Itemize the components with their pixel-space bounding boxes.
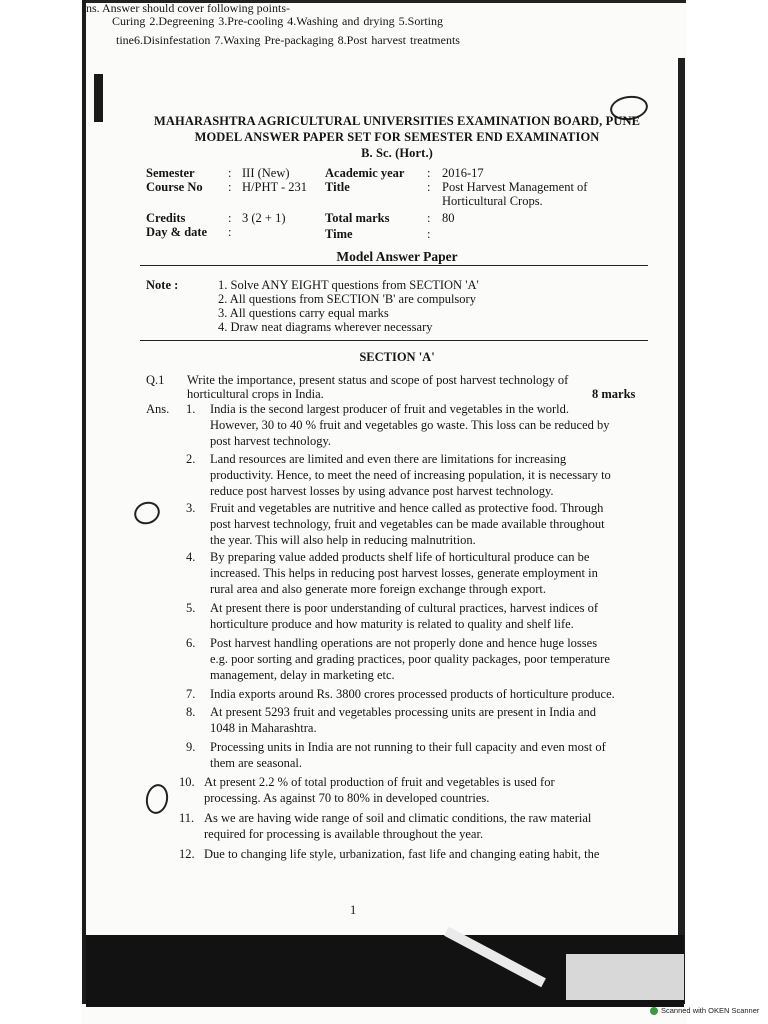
total-marks-value: 80 bbox=[442, 211, 455, 225]
answer-number-7: 7. bbox=[186, 687, 196, 701]
page-left-edge bbox=[82, 0, 86, 1004]
answer-10-line-2: processing. As against 70 to 80% in developed countries. bbox=[204, 791, 490, 805]
answer-2-line-2: productivity. Hence, to meet the need of increasing population, it is necessary to bbox=[210, 468, 611, 482]
total-marks-colon: : bbox=[427, 211, 431, 225]
answer-2-line-3: reduce post harvest losses by using advance post harvest technology. bbox=[210, 484, 554, 498]
paper-title: MODEL ANSWER PAPER SET FOR SEMESTER END EXAMINATION bbox=[194, 130, 600, 144]
course-title-label: Title bbox=[325, 180, 350, 194]
page-right-edge bbox=[678, 58, 685, 1004]
semester-colon: : bbox=[228, 166, 232, 180]
answer-4-line-3: rural area and also generate more foreign exchange through export. bbox=[210, 582, 546, 596]
answer-number-10: 10. bbox=[179, 775, 195, 789]
answer-6-line-1: Post harvest handling operations are not properly done and hence huge losses bbox=[210, 636, 598, 650]
answer-number-12: 12. bbox=[179, 847, 195, 861]
answer-11-line-2: required for processing is available throughout the year. bbox=[204, 827, 484, 841]
course-value: H/PHT - 231 bbox=[242, 180, 308, 194]
answer-2-line-1: Land resources are limited and even there are limitations for increasing bbox=[210, 452, 567, 466]
day-date-label: Day & date bbox=[146, 225, 208, 239]
answer-4-line-1: By preparing value added products shelf life of horticultural produce can be bbox=[210, 550, 590, 564]
course-colon: : bbox=[228, 180, 232, 194]
scanner-text: Scanned with OKEN Scanner bbox=[661, 1006, 760, 1015]
total-marks-label: Total marks bbox=[325, 211, 390, 225]
answer-1-line-2: However, 30 to 40 % fruit and vegetables go waste. This loss can be reduced by bbox=[210, 418, 610, 432]
answer-number-8: 8. bbox=[186, 705, 196, 719]
note-item-4: 4. Draw neat diagrams wherever necessary bbox=[218, 320, 433, 334]
question-text-2: horticultural crops in India. bbox=[187, 387, 324, 401]
note-item-2: 2. All questions from SECTION 'B' are compulsory bbox=[218, 292, 476, 306]
scanner-logo-icon bbox=[650, 1007, 658, 1015]
answer-10-line-1: At present 2.2 % of total production of fruit and vegetables is used for bbox=[204, 775, 555, 789]
answer-number-11: 11. bbox=[179, 811, 195, 825]
answer-number-9: 9. bbox=[186, 740, 196, 754]
question-marks: 8 marks bbox=[592, 387, 636, 401]
question-text-1: Write the importance, present status and scope of post harvest technology of bbox=[187, 373, 569, 387]
rule-bottom bbox=[140, 340, 648, 341]
answer-9-line-2: them are seasonal. bbox=[210, 756, 302, 770]
semester-value: III (New) bbox=[242, 166, 290, 180]
note-item-1: 1. Solve ANY EIGHT questions from SECTION 'A' bbox=[218, 278, 479, 292]
answer-12-line-1: Due to changing life style, urbanization, fast life and changing eating habit, the bbox=[204, 847, 600, 861]
page-number: 1 bbox=[350, 903, 357, 917]
answer-number-6: 6. bbox=[186, 636, 196, 650]
answer-9-line-1: Processing units in India are not running to their full capacity and even most of bbox=[210, 740, 606, 754]
answer-1-line-1: India is the second largest producer of fruit and vegetables in the world. bbox=[210, 402, 570, 416]
degree-title: B. Sc. (Hort.) bbox=[361, 146, 433, 160]
answer-11-line-1: As we are having wide range of soil and climatic conditions, the raw material bbox=[204, 811, 592, 825]
answer-7-line-1: India exports around Rs. 3800 crores processed products of horticulture produce. bbox=[210, 687, 615, 701]
top-answer-line-1: ns. Answer should cover following points- bbox=[86, 1, 290, 15]
course-title-colon: : bbox=[427, 180, 431, 194]
credits-colon: : bbox=[228, 211, 232, 225]
academic-year-colon: : bbox=[427, 166, 431, 180]
answer-3-line-3: the year. This will also help in reducing malnutrition. bbox=[210, 533, 476, 547]
model-answer-title: Model Answer Paper bbox=[336, 249, 458, 264]
answer-5-line-1: At present there is poor understanding of cultural practices, harvest indices of bbox=[210, 601, 599, 615]
time-colon: : bbox=[427, 227, 431, 241]
answer-3-line-2: post harvest technology, fruit and vegetables can be made available throughout bbox=[210, 517, 605, 531]
academic-year-label: Academic year bbox=[325, 166, 405, 180]
scanner-watermark bbox=[650, 1006, 759, 1015]
note-label: Note : bbox=[146, 278, 179, 292]
answer-5-line-2: horticulture produce and how maturity is related to quality and shelf life. bbox=[210, 617, 574, 631]
answer-1-line-3: post harvest technology. bbox=[210, 434, 332, 448]
note-item-3: 3. All questions carry equal marks bbox=[218, 306, 389, 320]
answer-4-line-2: increased. This helps in reducing post harvest losses, generate employment in bbox=[210, 566, 598, 580]
answer-number-2: 2. bbox=[186, 452, 196, 466]
credits-value: 3 (2 + 1) bbox=[242, 211, 286, 225]
question-number: Q.1 bbox=[146, 373, 165, 387]
answer-3-line-1: Fruit and vegetables are nutritive and hence called as protective food. Through bbox=[210, 501, 604, 515]
day-date-colon: : bbox=[228, 225, 232, 239]
course-label: Course No bbox=[146, 180, 203, 194]
answer-number-1: 1. bbox=[186, 402, 196, 416]
semester-label: Semester bbox=[146, 166, 195, 180]
answer-8-line-1: At present 5293 fruit and vegetables processing units are present in India and bbox=[210, 705, 596, 719]
answer-number-5: 5. bbox=[186, 601, 196, 615]
academic-year-value: 2016-17 bbox=[442, 166, 484, 180]
board-title: MAHARASHTRA AGRICULTURAL UNIVERSITIES EXAMINATION BOARD, PUNE bbox=[153, 114, 641, 128]
course-title-value-1: Post Harvest Management of bbox=[442, 180, 588, 194]
answer-label: Ans. bbox=[146, 402, 170, 416]
answer-number-3: 3. bbox=[186, 501, 196, 515]
top-answer-line-3: tine6.Disinfestation 7.Waxing Pre-packaging 8.Post harvest treatments bbox=[116, 33, 460, 47]
answer-6-line-3: management, delay in marketing etc. bbox=[210, 668, 395, 682]
scan-paper-corner bbox=[566, 954, 684, 1000]
course-title-value-2: Horticultural Crops. bbox=[442, 194, 543, 208]
section-title: SECTION 'A' bbox=[359, 350, 435, 364]
top-answer-line-2: Curing 2.Degreening 3.Pre-cooling 4.Washing and drying 5.Sorting bbox=[112, 14, 443, 28]
rule-top bbox=[140, 265, 648, 266]
answer-8-line-2: 1048 in Maharashtra. bbox=[210, 721, 317, 735]
answer-number-4: 4. bbox=[186, 550, 196, 564]
credits-label: Credits bbox=[146, 211, 186, 225]
time-label: Time bbox=[325, 227, 353, 241]
answer-6-line-2: e.g. poor sorting and grading practices, poor quality packages, poor temperature bbox=[210, 652, 610, 666]
